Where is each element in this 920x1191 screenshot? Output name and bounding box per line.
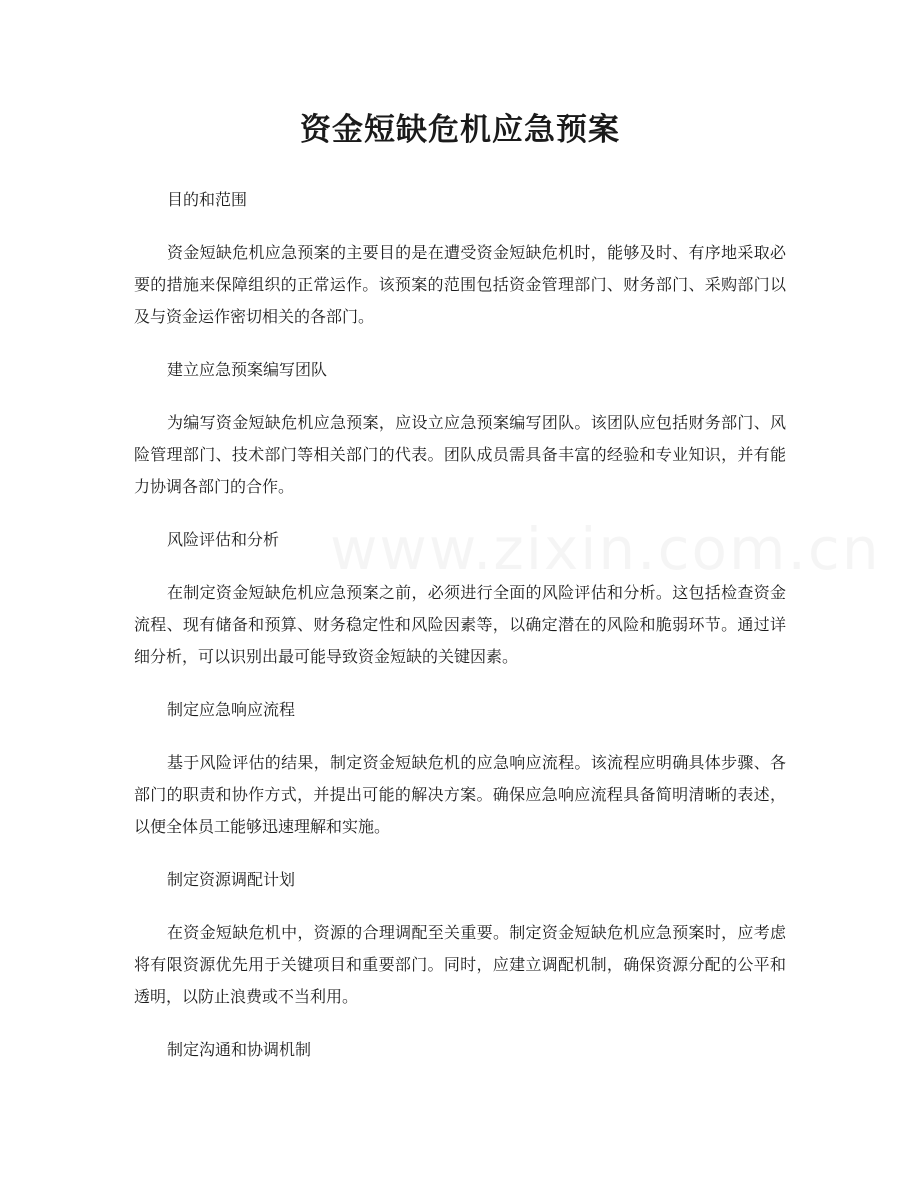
section-heading-purpose: 目的和范围 <box>167 190 248 209</box>
section-heading-risk: 风险评估和分析 <box>167 530 280 549</box>
section-paragraph-purpose: 资金短缺危机应急预案的主要目的是在遭受资金短缺危机时，能够及时、有序地采取必要的措施来保障组织的正常运作。该预案的范围包括资金管理部门、财务部门、采购部门以及与资金运作密切相关的各部门。 <box>134 243 786 326</box>
section-heading-response: 制定应急响应流程 <box>167 700 296 719</box>
document-body <box>134 184 786 1066</box>
section-paragraph-resources: 在资金短缺危机中，资源的合理调配至关重要。制定资金短缺危机应急预案时，应考虑将有限资源优先用于关键项目和重要部门。同时，应建立调配机制，确保资源分配的公平和透明，以防止浪费或不当利用。 <box>134 923 786 1006</box>
section-paragraph-risk: 在制定资金短缺危机应急预案之前，必须进行全面的风险评估和分析。这包括检查资金流程、现有储备和预算、财务稳定性和风险因素等，以确定潜在的风险和脆弱环节。通过详细分析，可以识别出最可能导致资金短缺的关键因素。 <box>134 583 786 666</box>
section-heading-resources: 制定资源调配计划 <box>167 870 296 889</box>
section-paragraph-team: 为编写资金短缺危机应急预案，应设立应急预案编写团队。该团队应包括财务部门、风险管理部门、技术部门等相关部门的代表。团队成员需具备丰富的经验和专业知识，并有能力协调各部门的合作。 <box>134 413 786 496</box>
document-title: 资金短缺危机应急预案 <box>300 112 620 148</box>
section-heading-team: 建立应急预案编写团队 <box>167 360 328 379</box>
section-heading-communication: 制定沟通和协调机制 <box>167 1040 312 1059</box>
section-paragraph-response: 基于风险评估的结果，制定资金短缺危机的应急响应流程。该流程应明确具体步骤、各部门的职责和协作方式，并提出可能的解决方案。确保应急响应流程具备简明清晰的表述，以便全体员工能够迅速理解和实施。 <box>134 753 786 836</box>
